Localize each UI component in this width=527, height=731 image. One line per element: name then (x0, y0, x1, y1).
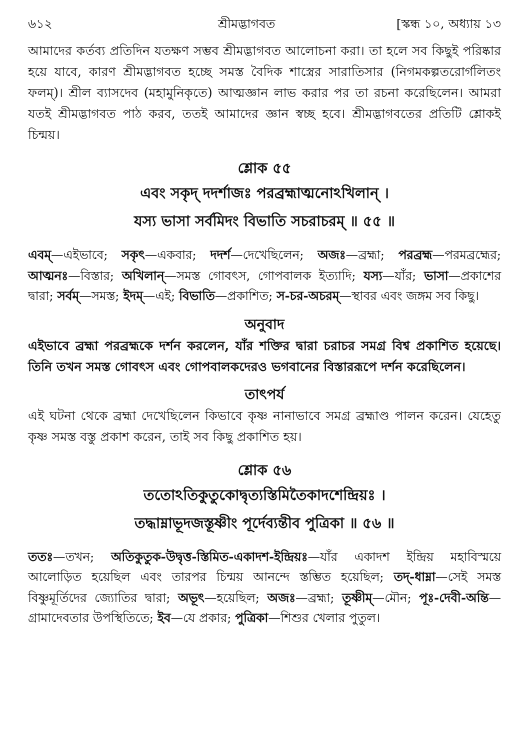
verse-55-line-2: যস্য ভাসা সর্বমিদং বিভাতি সচরাচরম্ ॥ ৫৫ ॥ (134, 213, 395, 230)
running-header (28, 12, 501, 34)
synonym-meaning: শিশুর খেলার পুতুল। (280, 611, 381, 625)
purport-heading: তাৎপর্য (244, 386, 285, 403)
translation-heading: অনুবাদ (244, 316, 285, 333)
synonym-meaning: সেই সমস্ত বিষ্ণুমূর্তিদের জ্যোতির দ্বারা; (28, 570, 502, 605)
intro-paragraph: আমাদের কর্তব্য প্রতিদিন যতক্ষণ সম্ভব শ্রীমদ্ভাগবত আলোচনা করা। তা হলে সব কিছুই পরিষ্কার হয়ে যাবে, কারণ শ্রীমদ্ভাগবত হচ্ছে সমস্ত বৈদিক শাস্ত্রের সারাতিসার (নিগমকল্পতরোর্গলিতং ফলম্)। শ্রীল ব্যাসদেব (মহামুনিকৃতে) আত্মজ্ঞান লাভ করার পর তা রচনা করেছিলেন। আমরা যতই শ্রীমদ্ভাগবত পাঠ করব, ততই আমাদের জ্ঞান স্বচ্ছ হবে। শ্রীমদ্ভাগবতের প্রতিটি শ্লোকই চিন্ময়। (28, 43, 501, 142)
synonym-meaning: হয়েছিল; (216, 590, 268, 605)
synonym-meaning: প্রকাশিত; (227, 289, 277, 303)
verse-55-line-1: এবং সকৃদ্ দদর্শাজঃ পরব্রহ্মাত্মনোঽখিলান্ । (140, 185, 389, 202)
synonym-word: বিভাতি (179, 288, 215, 303)
synonym-meaning: যাঁর একাদশ ইন্দ্রিয় মহাবিস্ময়ে আলোড়িত হয়েছিল এবং তারপর চিন্ময় আনন্দে স্তম্ভিত হয়েছিল; (28, 549, 501, 584)
synonym-word: পুত্রিকা (235, 610, 269, 625)
synonym-meaning: গ্রামাদেবতার উপস্থিতিতে; (28, 611, 158, 625)
synonym-meaning: বিস্তার; (80, 268, 122, 283)
synonym-meaning: যাঁর; (394, 268, 424, 283)
synonym-meaning: ব্রহ্মা; (307, 590, 342, 605)
synonym-word: দদর্শ (210, 247, 231, 262)
synonym-meaning: দেখেছিলেন; (242, 248, 318, 262)
synonym-meaning: তখন; (65, 549, 111, 564)
synonym-meaning: মৌন; (384, 590, 420, 605)
verse-55-synonyms: এবম্—এইভাবে; সকৃৎ—একবার; দদর্শ—দেখেছিলেন; অজঃ—ব্রহ্মা; পরব্রহ্ম—পরমব্রহ্মের; আত্মনঃ—বিস্তার; অখিলান্—সমস্ত গোবৎস, গোপবালক ইত্যাদি; যস্য—যাঁর; ভাসা—প্রকাশের দ্বারা; সর্বম্—সমস্ত; ইদম্—এই; বিভাতি—প্রকাশিত; স-চর-অচরম্—স্থাবর এবং জঙ্গম সব কিছু। (28, 247, 502, 303)
synonym-word: অজঃ (317, 247, 346, 262)
synonym-word: সকৃৎ (121, 247, 145, 262)
verse-56-synonyms: ততঃ—তখন; অতিকুতুক-উদ্বৃত্ত-স্তিমিত-একাদশ-ইন্দ্রিয়ঃ—যাঁর একাদশ ইন্দ্রিয় মহাবিস্ময়ে আলোড়িত হয়েছিল এবং তারপর চিন্ময় আনন্দে স্তম্ভিত হয়েছিল; তদ্-ধাম্না—সেই সমস্ত বিষ্ণুমূর্তিদের জ্যোতির দ্বারা; অভূৎ—হয়েছিল; অজঃ—ব্রহ্মা; তূষ্ণীম্—মৌন; পূঃ-দেবী-অন্তি—গ্রামাদেবতার উপস্থিতিতে; ইব—যে প্রকার; পুত্রিকা—শিশুর খেলার পুতুল। (28, 548, 502, 625)
synonym-word: অতিকুতুক-উদ্বৃত্ত-স্তিমিত-একাদশ-ইন্দ্রিয়ঃ (110, 548, 308, 564)
synonym-word: আত্মনঃ (28, 267, 69, 283)
synonym-word: ইদম্ (123, 288, 143, 303)
synonym-meaning: যে প্রকার; (182, 611, 236, 625)
verse-56-line-1: ততোঽতিকুতুকোদ্বৃত্যস্তিমিতৈকাদশেন্দ্রিয়ঃ । (143, 486, 386, 504)
synonym-word: অজঃ (267, 589, 296, 605)
synonym-meaning: এইভাবে; (63, 248, 122, 262)
page-number: ৬১২ (28, 16, 53, 31)
canto-chapter-label: [স্কন্ধ ১০, অধ্যায় ১৩ (396, 16, 501, 31)
synonym-meaning: ব্রহ্মা; (358, 248, 399, 262)
book-title: শ্রীমদ্ভাগবত (218, 16, 276, 31)
translation-text: এইভাবে ব্রহ্মা পরব্রহ্মকে দর্শন করলেন, যাঁর শক্তির দ্বারা চরাচর সমগ্র বিশ্ব প্রকাশিত হয়েছে। তিনি তখন সমস্ত গোবৎস এবং গোপবালকদেরও ভগবানের বিস্তাররূপে দর্শন করেছিলেন। (28, 337, 501, 374)
synonym-word: পূঃ-দেবী-অন্তি (419, 589, 489, 605)
synonym-word: তদ্-ধাম্না (393, 569, 436, 584)
synonym-word: তূষ্ণীম্ (342, 589, 373, 605)
synonym-meaning: স্থাবর এবং জঙ্গম সব কিছু। (351, 289, 479, 303)
synonym-word: অখিলান্ (121, 267, 165, 283)
synonym-meaning: সমস্ত; (91, 289, 124, 303)
synonym-meaning: সমস্ত গোবৎস, গোপবালক ইত্যাদি; (176, 268, 364, 283)
synonym-word: স-চর-অচরম্ (276, 288, 340, 303)
synonym-word: পরব্রহ্ম (398, 247, 433, 262)
verse-56-heading: শ্লোক ৫৬ (237, 461, 292, 479)
synonym-meaning: একবার; (157, 248, 211, 262)
verse-55-heading: শ্লোক ৫৫ (237, 160, 292, 177)
synonym-meaning: পরমব্রহ্মের; (444, 248, 502, 262)
synonym-word: সর্বম্ (57, 288, 80, 303)
synonym-meaning: প্রকাশের দ্বারা; (28, 268, 501, 303)
purport-text: এই ঘটনা থেকে ব্রহ্মা দেখেছিলেন কিভাবে কৃষ্ণ নানাভাবে সমগ্র ব্রহ্মাণ্ড পালন করেন। যেহেতু কৃষ্ণ সমস্ত বস্তু প্রকাশ করেন, তাই সব কিছু প্রকাশিত হয়। (28, 407, 501, 444)
synonym-word: ইব (157, 610, 171, 625)
synonym-word: যস্য (363, 267, 383, 283)
synonym-meaning: এই; (155, 289, 180, 303)
synonym-word: অভূৎ (177, 589, 205, 605)
synonym-word: ভাসা (423, 267, 449, 283)
synonym-word: ততঃ (28, 548, 54, 564)
verse-56-line-2: তদ্ধাম্নাভূদজস্তূষ্ণীং পূর্দেব্যন্তীব পুত্রিকা ॥ ৫৬ ॥ (134, 514, 395, 532)
synonym-word: এবম্ (28, 247, 52, 262)
